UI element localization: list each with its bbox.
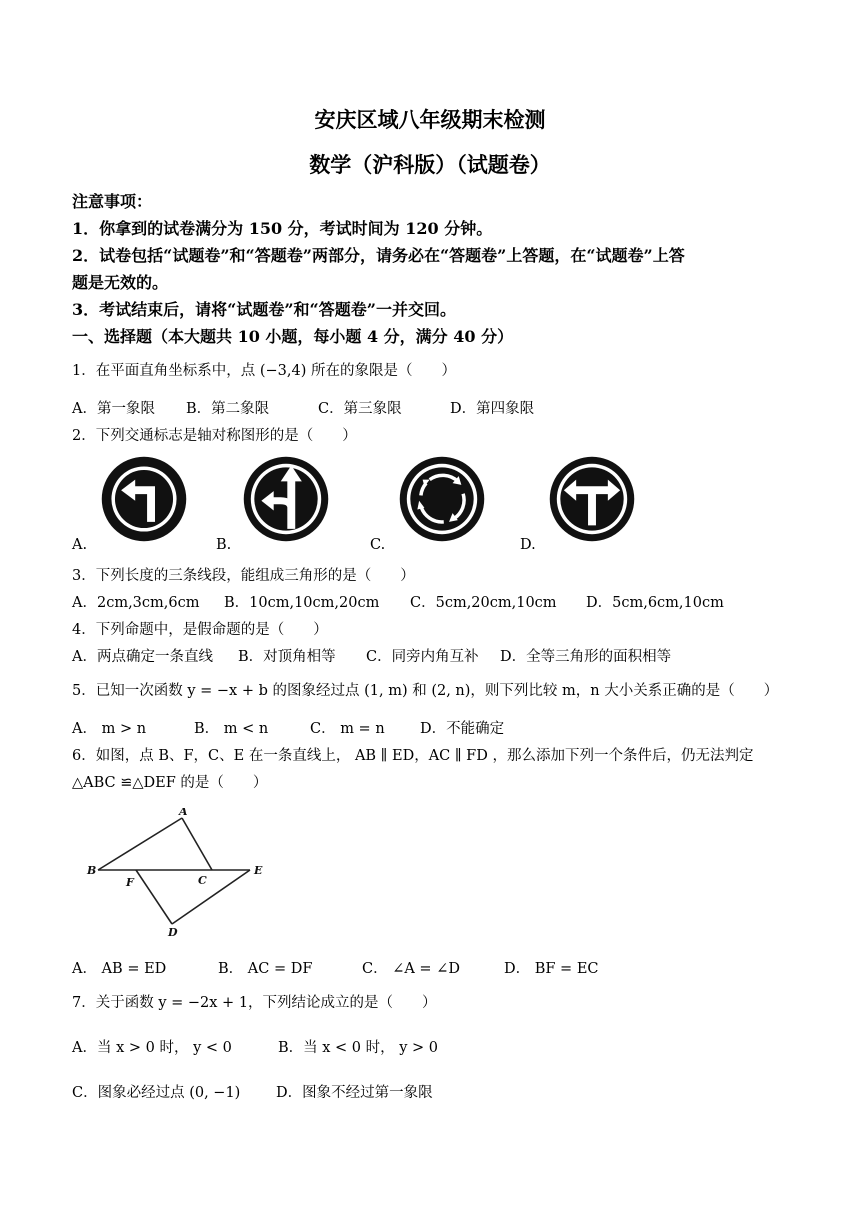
question-7-stem: 7．关于函数 y = −2x + 1，下列结论成立的是（ ） [72, 995, 437, 1011]
segment-ab [98, 818, 182, 870]
question-1-option-b: B．第二象限 [186, 401, 270, 417]
question-6-option-b: B． AC = DF [218, 961, 313, 977]
question-5-option-c: C． m = n [310, 721, 385, 737]
straight-or-left-sign-icon [242, 455, 330, 543]
segment-de [172, 870, 250, 924]
question-2-label-c: C. [370, 537, 386, 553]
section-heading: 一、选择题（本大题共 10 小题，每小题 4 分，满分 40 分） [72, 327, 514, 346]
turn-left-sign-icon [100, 455, 188, 543]
notice-item-2b: 题是无效的。 [72, 273, 169, 292]
turn-left-or-right-sign-icon [548, 455, 636, 543]
geometry-figure [84, 808, 274, 938]
page-subtitle: 数学（沪科版）（试题卷） [309, 152, 551, 177]
question-7-option-a: A．当 x > 0 时， y < 0 [72, 1040, 232, 1056]
label-b: B [87, 864, 97, 877]
question-5-option-b: B． m < n [194, 721, 269, 737]
question-7-option-b: B．当 x < 0 时， y > 0 [278, 1040, 439, 1056]
question-6-option-a: A． AB = ED [72, 961, 167, 977]
question-1-stem: 1．在平面直角坐标系中，点 (−3,4) 所在的象限是（ ） [72, 363, 456, 379]
segment-fd [136, 870, 172, 924]
question-4-option-b: B．对顶角相等 [238, 649, 336, 665]
question-5-option-a: A． m > n [72, 721, 147, 737]
question-7-option-d: D．图象不经过第一象限 [276, 1085, 433, 1101]
question-3-option-a: A．2cm,3cm,6cm [72, 595, 200, 611]
question-1-option-a: A．第一象限 [72, 401, 155, 417]
question-1-option-d: D．第四象限 [450, 401, 535, 417]
label-f: F [126, 876, 134, 889]
question-6-stem-line-2: △ABC ≌△DEF 的是（ ） [72, 775, 268, 791]
question-3-option-d: D．5cm,6cm,10cm [586, 595, 724, 611]
question-2-stem: 2．下列交通标志是轴对称图形的是（ ） [72, 428, 357, 444]
question-4-option-c: C．同旁内角互补 [366, 649, 479, 665]
question-4-option-a: A．两点确定一条直线 [72, 649, 213, 665]
label-d: D [168, 926, 178, 938]
question-2-label-b: B. [216, 537, 232, 553]
question-1-option-c: C．第三象限 [318, 401, 402, 417]
question-2-label-d: D. [520, 537, 536, 553]
question-6-stem-line-1: 6．如图，点 B、F，C、E 在一条直线上， AB ∥ ED，AC ∥ FD ，那么添加下列一个条件后，仍无法判定 [72, 748, 754, 764]
notice-item-2a: 2．试卷包括“试题卷”和“答题卷”两部分，请务必在“答题卷”上答题，在“试题卷”上答 [72, 246, 685, 265]
label-c: C [198, 874, 207, 887]
notice-item-3: 3．考试结束后，请将“试题卷”和“答题卷”一并交回。 [72, 300, 456, 319]
label-a: A [179, 808, 188, 818]
question-7-option-c: C．图象必经过点 (0, −1) [72, 1085, 241, 1101]
question-6-option-d: D． BF = EC [504, 961, 599, 977]
question-6-option-c: C． ∠A = ∠D [362, 961, 460, 977]
question-4-option-d: D．全等三角形的面积相等 [500, 649, 672, 665]
notice-item-1: 1．你拿到的试卷满分为 150 分，考试时间为 120 分钟。 [72, 219, 493, 238]
question-3-option-b: B．10cm,10cm,20cm [224, 595, 380, 611]
question-5-stem: 5．已知一次函数 y = −x + b 的图象经过点 (1, m) 和 (2, n)，则下列比较 m，n 大小关系正确的是（ ） [72, 683, 779, 699]
notice-heading: 注意事项： [72, 192, 153, 211]
question-5-option-d: D．不能确定 [420, 721, 505, 737]
question-3-option-c: C．5cm,20cm,10cm [410, 595, 557, 611]
page-title: 安庆区域八年级期末检测 [314, 107, 546, 132]
question-3-stem: 3．下列长度的三条线段，能组成三角形的是（ ） [72, 568, 415, 584]
question-4-stem: 4．下列命题中，是假命题的是（ ） [72, 622, 328, 638]
roundabout-sign-icon [398, 455, 486, 543]
label-e: E [254, 864, 263, 877]
question-2-label-a: A. [72, 537, 88, 553]
segment-ac [182, 818, 212, 870]
